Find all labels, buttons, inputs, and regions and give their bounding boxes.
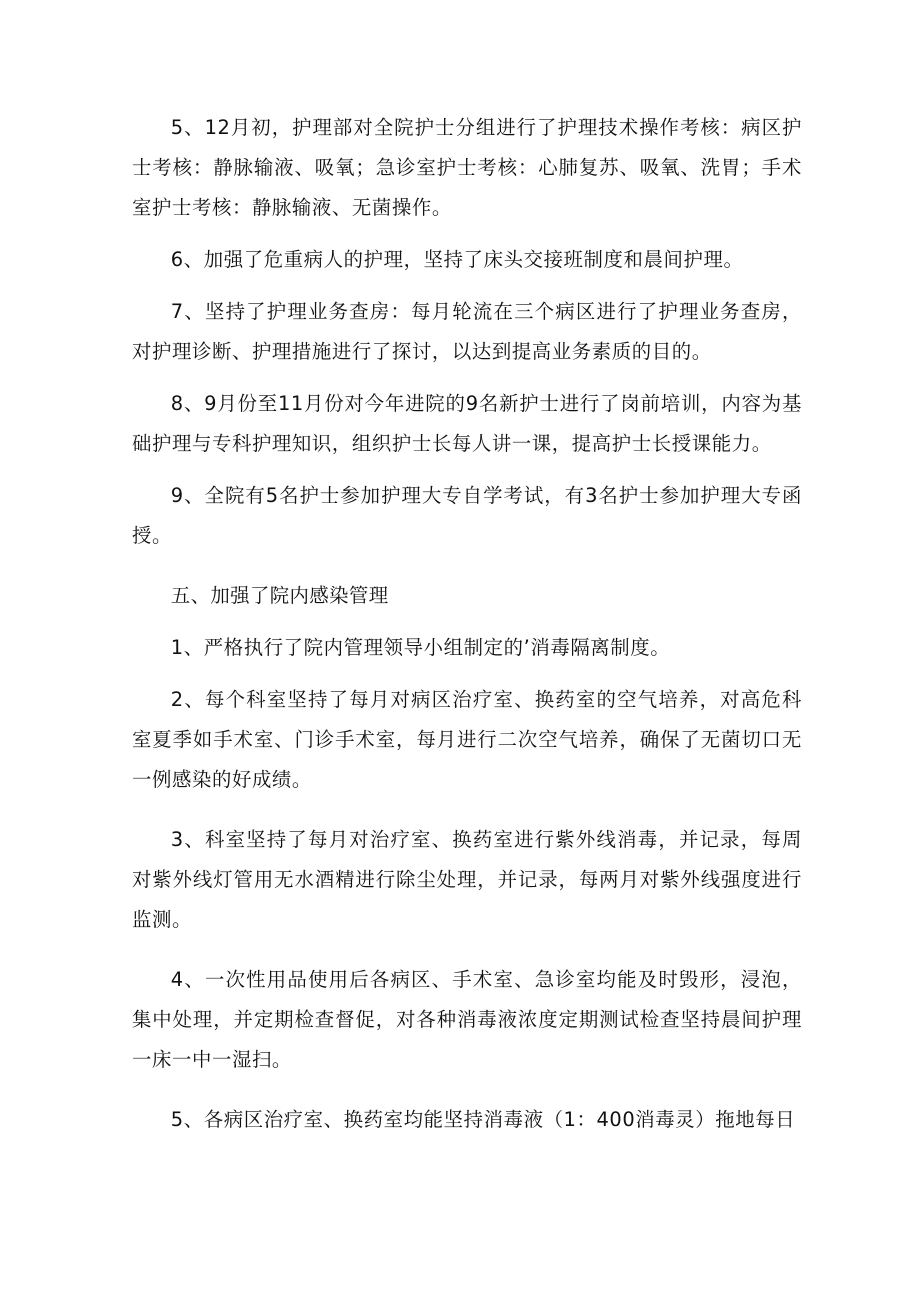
paragraph-item-8-training: 8、9月份至11月份对今年进院的9名新护士进行了岗前培训，内容为基础护理与专科护理知识，组织护士长每人讲一课，提高护士长授课能力。: [132, 392, 802, 455]
paragraph-item-6-critical-care: 6、加强了危重病人的护理，坚持了床头交接班制度和晨间护理。: [170, 248, 744, 271]
document-body: [132, 108, 802, 1152]
paragraph-item-5-floor-cleaning: 5、各病区治疗室、换药室均能坚持消毒液（1：400消毒灵）拖地每日: [170, 1108, 796, 1131]
paragraph-item-9-exams: 9、全院有5名护士参加护理大专自学考试，有3名护士参加护理大专函授。: [132, 484, 802, 547]
paragraph-item-2-air-culture: 2、每个科室坚持了每月对病区治疗室、换药室的空气培养，对高危科室夏季如手术室、门诊手术室，每月进行二次空气培养，确保了无菌切口无一例感染的好成绩。: [132, 688, 802, 791]
paragraph-item-1-disinfection: 1、严格执行了院内管理领导小组制定的’消毒隔离制度。: [170, 636, 671, 659]
paragraph-item-3-uv-disinfection: 3、科室坚持了每月对治疗室、换药室进行紫外线消毒，并记录，每周对紫外线灯管用无水酒精进行除尘处理，并记录，每两月对紫外线强度进行监测。: [132, 828, 802, 931]
section-heading-infection-control: 五、加强了院内感染管理: [170, 584, 389, 607]
paragraph-item-5-skills-assessment: 5、12月初，护理部对全院护士分组进行了护理技术操作考核：病区护士考核：静脉输液、吸氧；急诊室护士考核：心肺复苏、吸氧、洗胃；手术室护士考核：静脉输液、无菌操作。: [132, 116, 802, 219]
paragraph-item-7-ward-rounds: 7、坚持了护理业务查房：每月轮流在三个病区进行了护理业务查房，对护理诊断、护理措施进行了探讨，以达到提高业务素质的目的。: [132, 300, 802, 363]
paragraph-item-4-disposables: 4、一次性用品使用后各病区、手术室、急诊室均能及时毁形，浸泡，集中处理，并定期检查督促，对各种消毒液浓度定期测试检查坚持晨间护理一床一中一湿扫。: [132, 968, 802, 1071]
